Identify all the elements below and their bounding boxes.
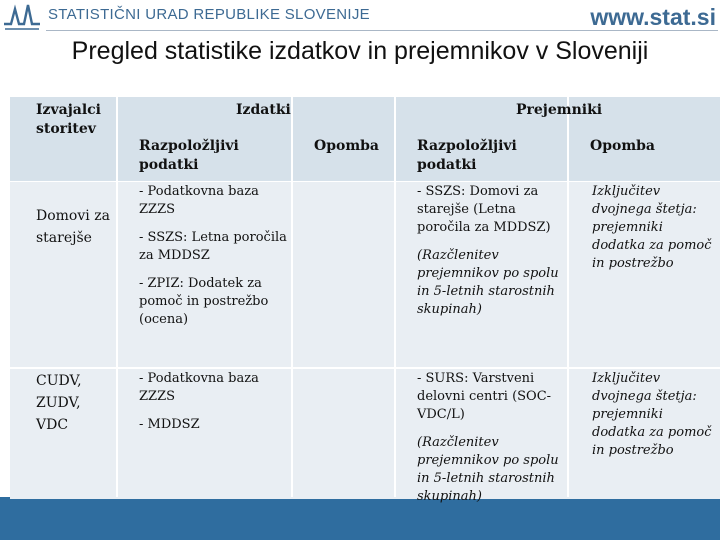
- expenses-item: - SSZS: Letna poročila za MDDSZ: [139, 230, 287, 263]
- column-divider: [394, 97, 396, 497]
- column-divider: [291, 97, 293, 497]
- header: [0, 0, 720, 34]
- column-divider: [116, 97, 118, 497]
- subheader-available-recipients: Razpoložljivi podatki: [417, 138, 517, 173]
- summary-table: [10, 97, 720, 504]
- header-recipients: Prejemniki: [516, 102, 603, 118]
- recipients-item: - SSZS: Domovi za starejše (Letna poročila za MDDSZ): [417, 184, 551, 235]
- recipients-note-cell: Izključitev dvojnega štetja: prejemniki dodatka za pomoč in postrežbo: [592, 371, 712, 458]
- site-url[interactable]: www.stat.si: [590, 4, 716, 30]
- recipients-cell: [417, 370, 565, 516]
- provider-cell: Domovi za starejše: [36, 208, 110, 246]
- expenses-item: - Podatkovna baza ZZZS: [139, 184, 259, 217]
- bottom-bar: [0, 497, 720, 540]
- recipients-cell: [417, 183, 565, 329]
- subheader-available-expenses: Razpoložljivi podatki: [139, 138, 239, 173]
- recipients-item: - SURS: Varstveni delovni centri (SOC-VDC/L): [417, 371, 552, 422]
- header-providers: Izvajalci storitev: [36, 102, 102, 137]
- column-divider: [567, 97, 569, 497]
- recipients-breakdown: (Razčlenitev prejemnikov po spolu in 5-letnih starostnih skupinah): [417, 435, 559, 504]
- expenses-item: - Podatkovna baza ZZZS: [139, 371, 259, 404]
- header-divider: [46, 30, 718, 31]
- expenses-item: - MDDSZ: [139, 417, 200, 432]
- provider-cell: CUDV, ZUDV, VDC: [36, 373, 82, 433]
- expenses-item: - ZPIZ: Dodatek za pomoč in postrežbo (ocena): [139, 276, 269, 327]
- page-title: Pregled statistike izdatkov in prejemnikov v Sloveniji: [71, 37, 649, 65]
- header-expenses: Izdatki: [236, 102, 291, 118]
- recipients-note-cell: Izključitev dvojnega štetja: prejemniki dodatka za pomoč in postrežbo: [592, 184, 712, 271]
- subheader-note-expenses: Opomba: [314, 138, 379, 154]
- subheader-note-recipients: Opomba: [590, 138, 655, 154]
- expenses-cell: [139, 183, 289, 339]
- expenses-cell: [139, 370, 289, 444]
- org-name: STATISTIČNI URAD REPUBLIKE SLOVENIJE: [48, 6, 370, 23]
- recipients-breakdown: (Razčlenitev prejemnikov po spolu in 5-letnih starostnih skupinah): [417, 248, 559, 317]
- logo-icon: [2, 0, 42, 32]
